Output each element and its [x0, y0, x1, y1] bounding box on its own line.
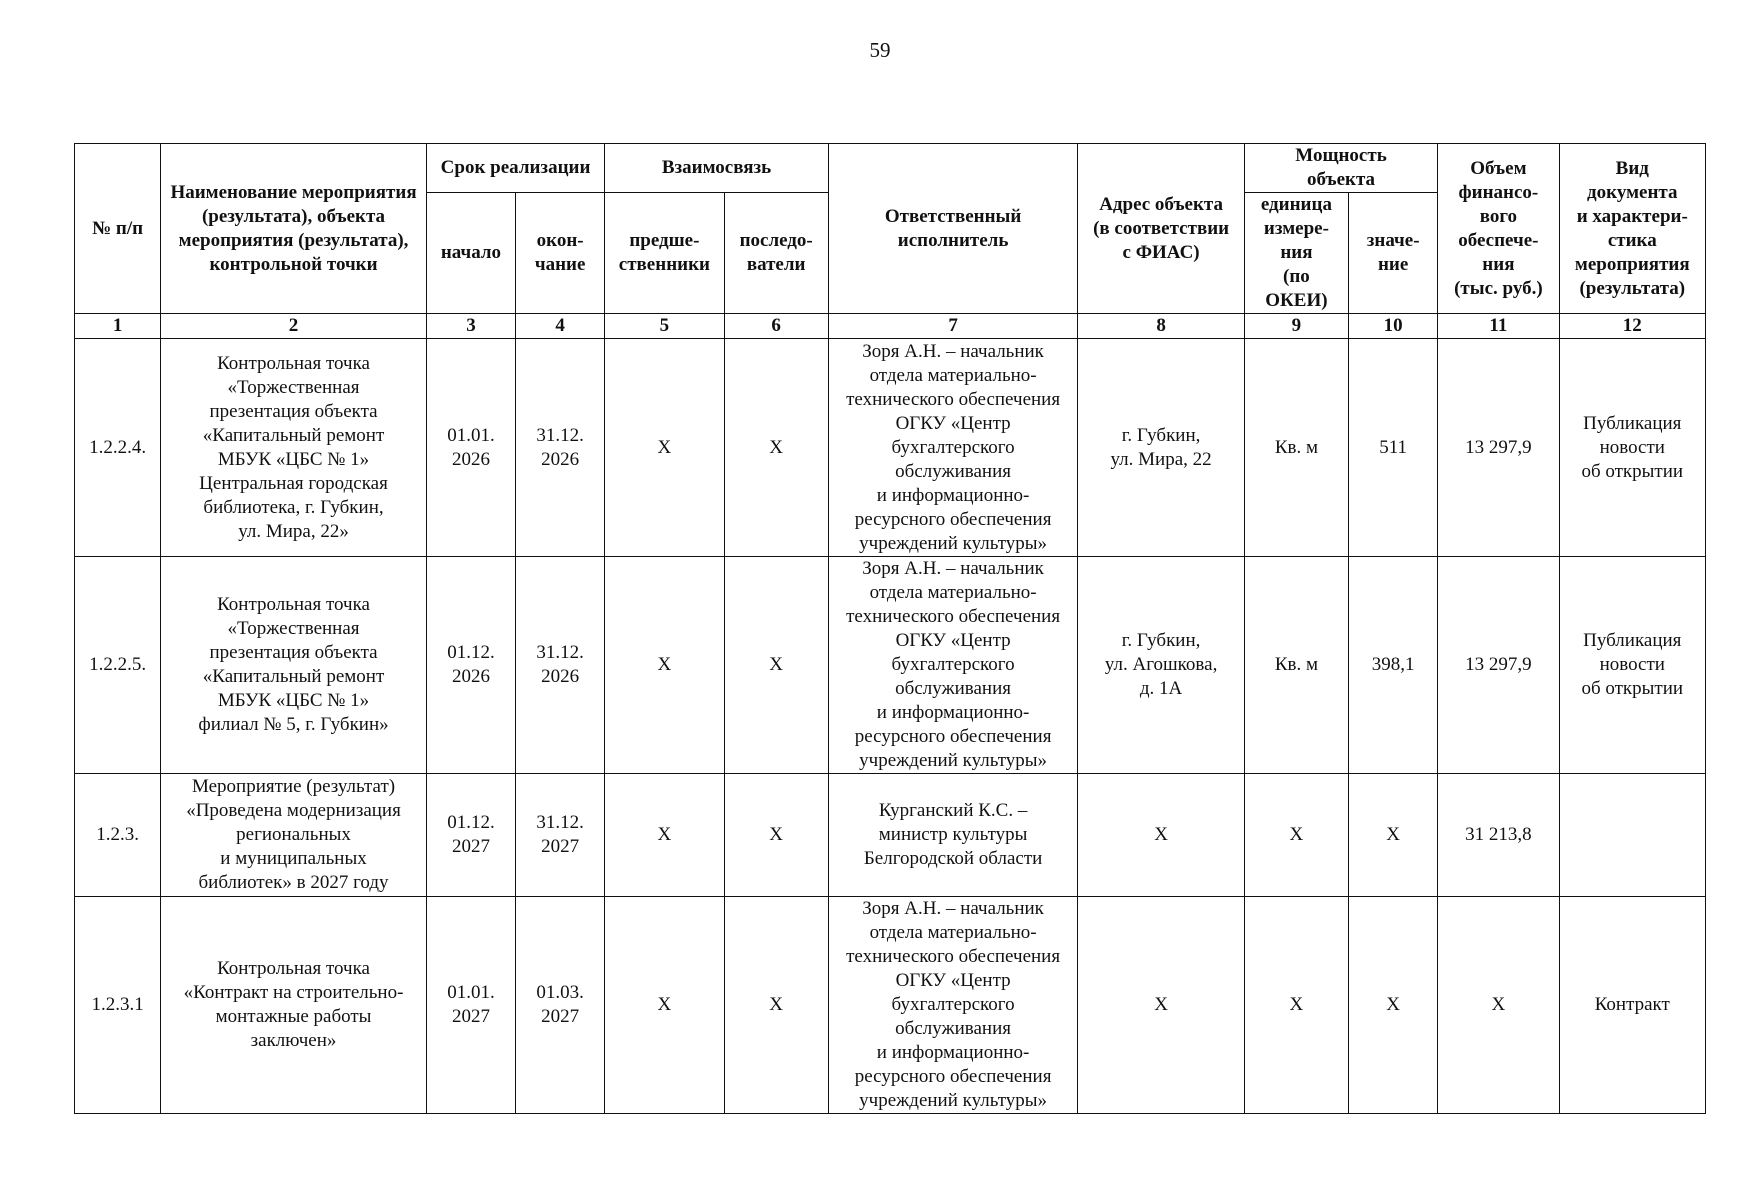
- column-number: 4: [516, 314, 605, 339]
- cell-prev: Х: [605, 557, 724, 774]
- cell-num: 1.2.2.5.: [75, 557, 161, 774]
- cell-start: 01.01. 2027: [426, 897, 515, 1114]
- cell-next: Х: [724, 897, 828, 1114]
- column-number: 3: [426, 314, 515, 339]
- cell-start: 01.12. 2027: [426, 774, 515, 897]
- cell-next: Х: [724, 774, 828, 897]
- header-period-end: окон- чание: [516, 193, 605, 314]
- cell-finance: 13 297,9: [1438, 557, 1559, 774]
- cell-responsible: Зоря А.Н. – начальник отдела материально- технического обеспечения ОГКУ «Центр бухгалтерского обслуживания и информационно- ресурсного обеспечения учреждений культуры»: [828, 897, 1078, 1114]
- cell-unit: Х: [1244, 774, 1348, 897]
- cell-next: Х: [724, 339, 828, 557]
- column-number: 10: [1349, 314, 1438, 339]
- page-number: 59: [869, 38, 891, 62]
- column-number: 7: [828, 314, 1078, 339]
- header-num: № п/п: [75, 144, 161, 314]
- cell-doc: [1559, 774, 1705, 897]
- cell-end: 31.12. 2026: [516, 339, 605, 557]
- header-link: Взаимосвязь: [605, 144, 829, 193]
- cell-unit: Кв. м: [1244, 339, 1348, 557]
- header-row-main: [75, 144, 1706, 193]
- cell-unit: Х: [1244, 897, 1348, 1114]
- column-number: 2: [161, 314, 427, 339]
- header-responsible: Ответственный исполнитель: [828, 144, 1078, 314]
- cell-end: 01.03. 2027: [516, 897, 605, 1114]
- cell-responsible: Курганский К.С. – министр культуры Белгородской области: [828, 774, 1078, 897]
- cell-value: Х: [1349, 897, 1438, 1114]
- cell-value: Х: [1349, 774, 1438, 897]
- cell-value: 398,1: [1349, 557, 1438, 774]
- column-number: 11: [1438, 314, 1559, 339]
- header-link-prev: предше- ственники: [605, 193, 724, 314]
- cell-name: Контрольная точка «Контракт на строительно- монтажные работы заключен»: [161, 897, 427, 1114]
- cell-name: Контрольная точка «Торжественная презентация объекта «Капитальный ремонт МБУК «ЦБС № 1» филиал № 5, г. Губкин»: [161, 557, 427, 774]
- header-capacity-unit: единица измере- ния (по ОКЕИ): [1244, 193, 1348, 314]
- cell-finance: 13 297,9: [1438, 339, 1559, 557]
- cell-num: 1.2.3.: [75, 774, 161, 897]
- cell-unit: Кв. м: [1244, 557, 1348, 774]
- table-row: [75, 774, 1706, 897]
- cell-end: 31.12. 2026: [516, 557, 605, 774]
- cell-next: Х: [724, 557, 828, 774]
- cell-name: Контрольная точка «Торжественная презентация объекта «Капитальный ремонт МБУК «ЦБС № 1» Центральная городская библиотека, г. Губкин, ул. Мира, 22»: [161, 339, 427, 557]
- cell-finance: 31 213,8: [1438, 774, 1559, 897]
- cell-start: 01.12. 2026: [426, 557, 515, 774]
- cell-address: г. Губкин, ул. Мира, 22: [1078, 339, 1244, 557]
- column-number: 12: [1559, 314, 1705, 339]
- cell-responsible: Зоря А.Н. – начальник отдела материально- технического обеспечения ОГКУ «Центр бухгалтерского обслуживания и информационно- ресурсного обеспечения учреждений культуры»: [828, 557, 1078, 774]
- cell-doc: Публикация новости об открытии: [1559, 557, 1705, 774]
- cell-responsible: Зоря А.Н. – начальник отдела материально- технического обеспечения ОГКУ «Центр бухгалтерского обслуживания и информационно- ресурсного обеспечения учреждений культуры»: [828, 339, 1078, 557]
- header-doc-type: Вид документа и характери- стика мероприятия (результата): [1559, 144, 1705, 314]
- header-address: Адрес объекта (в соответствии с ФИАС): [1078, 144, 1244, 314]
- column-number-row: [75, 314, 1706, 339]
- table-row: [75, 339, 1706, 557]
- cell-start: 01.01. 2026: [426, 339, 515, 557]
- cell-prev: Х: [605, 339, 724, 557]
- cell-end: 31.12. 2027: [516, 774, 605, 897]
- cell-finance: Х: [1438, 897, 1559, 1114]
- cell-address: Х: [1078, 774, 1244, 897]
- cell-doc: Публикация новости об открытии: [1559, 339, 1705, 557]
- cell-name: Мероприятие (результат) «Проведена модернизация региональных и муниципальных библиотек» в 2027 году: [161, 774, 427, 897]
- column-number: 1: [75, 314, 161, 339]
- header-period: Срок реализации: [426, 144, 604, 193]
- header-capacity-value: значе- ние: [1349, 193, 1438, 314]
- cell-address: г. Губкин, ул. Агошкова, д. 1А: [1078, 557, 1244, 774]
- plan-table: [74, 143, 1706, 1114]
- header-capacity: Мощность объекта: [1244, 144, 1437, 193]
- header-name: Наименование мероприятия (результата), объекта мероприятия (результата), контрольной точки: [161, 144, 427, 314]
- header-link-next: последо- ватели: [724, 193, 828, 314]
- table-row: [75, 897, 1706, 1114]
- column-number: 5: [605, 314, 724, 339]
- column-number: 9: [1244, 314, 1348, 339]
- header-period-start: начало: [426, 193, 515, 314]
- header-finance: Объем финансо- вого обеспече- ния (тыс. руб.): [1438, 144, 1559, 314]
- column-number: 8: [1078, 314, 1244, 339]
- cell-num: 1.2.2.4.: [75, 339, 161, 557]
- column-number: 6: [724, 314, 828, 339]
- cell-prev: Х: [605, 774, 724, 897]
- cell-value: 511: [1349, 339, 1438, 557]
- cell-doc: Контракт: [1559, 897, 1705, 1114]
- cell-address: Х: [1078, 897, 1244, 1114]
- cell-prev: Х: [605, 897, 724, 1114]
- table-row: [75, 557, 1706, 774]
- cell-num: 1.2.3.1: [75, 897, 161, 1114]
